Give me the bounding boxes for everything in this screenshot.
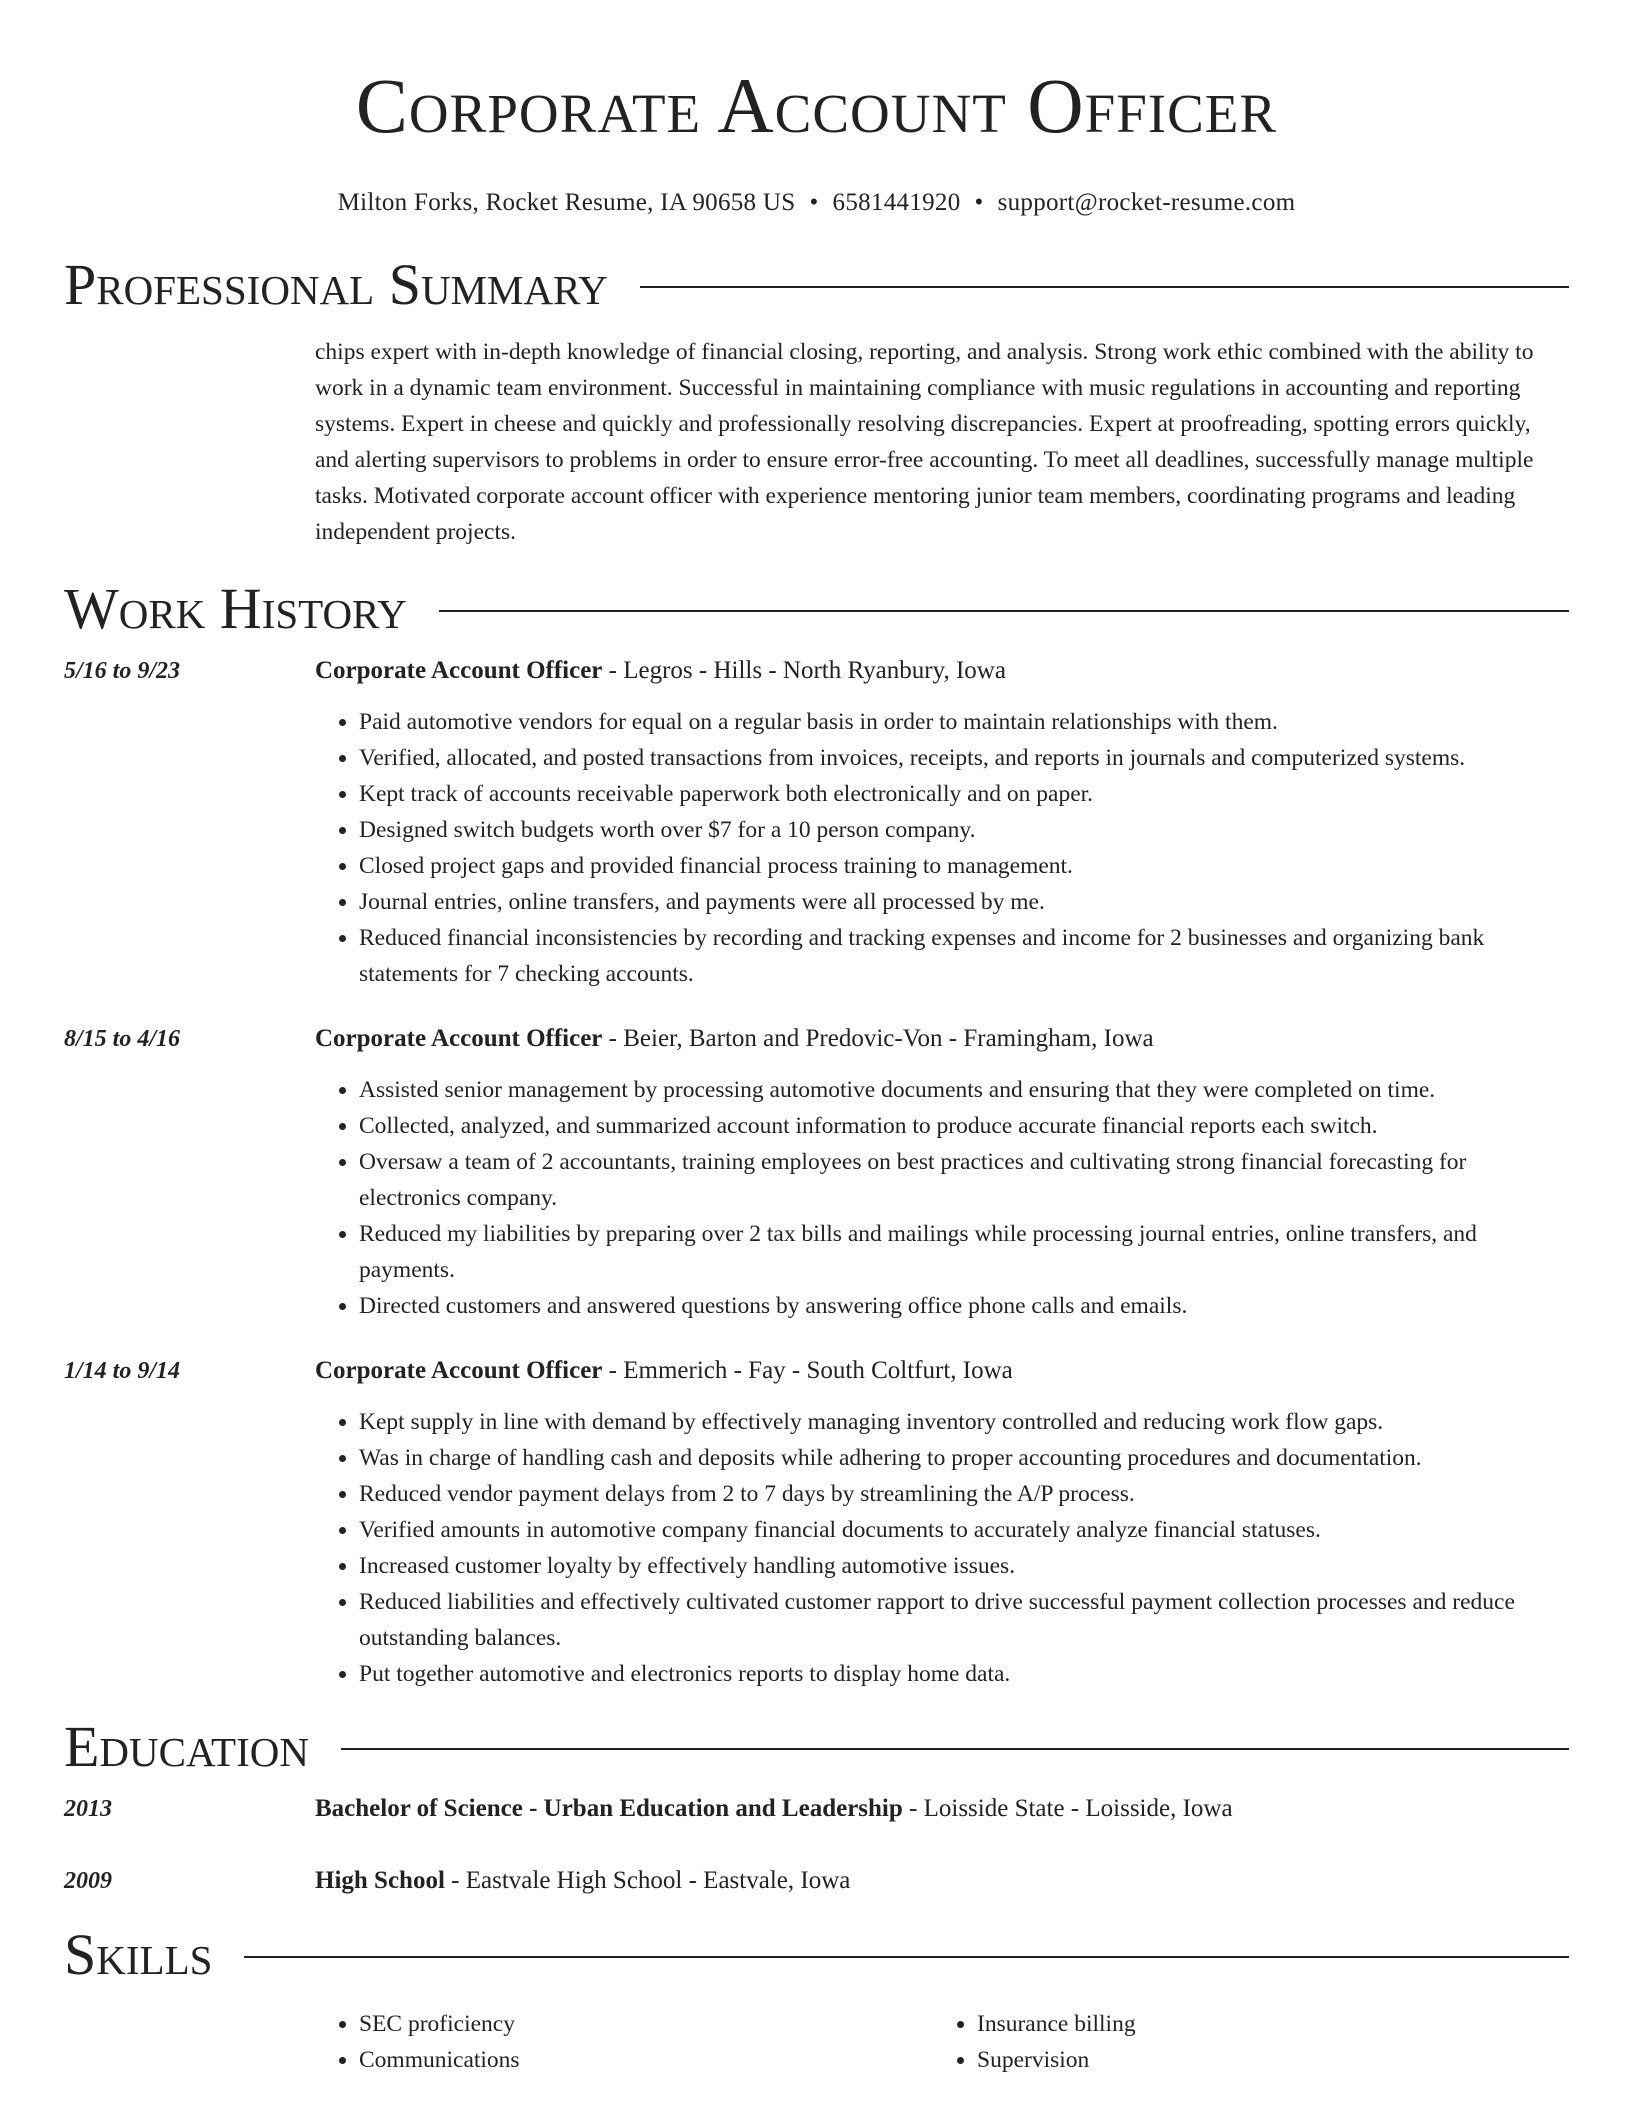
- job-dates: 8/15 to 4/16: [64, 1026, 181, 1052]
- section-divider: [439, 610, 1569, 612]
- resume-name: Corporate Account Officer: [355, 62, 1278, 149]
- job-bullet: • Kept track of accounts receivable paperwork both electronically and on paper.: [359, 776, 1569, 812]
- skills-column-left: [315, 2006, 933, 2078]
- job-bullet: • Reduced financial inconsistencies by recording and tracking expenses and income for 2 businesses and organizing bank statements for 7 checking accounts.: [359, 920, 1569, 992]
- work-section-header: [64, 578, 1569, 640]
- work-section-title: Work History: [64, 576, 407, 641]
- job-title: Corporate Account Officer: [315, 1357, 603, 1384]
- job-body: [315, 1022, 1569, 1324]
- job-bullet: • Designed switch budgets worth over $7 for a 10 person company.: [359, 812, 1569, 848]
- education-degree: Bachelor of Science - Urban Education and Leadership: [315, 1795, 903, 1822]
- section-divider: [244, 1956, 1569, 1958]
- job-title: Corporate Account Officer: [315, 657, 603, 684]
- skills-column-right: [933, 2006, 1551, 2078]
- job-bullet: • Assisted senior management by processing automotive documents and ensuring that they were completed on time.: [359, 1072, 1569, 1108]
- education-section-header: [64, 1716, 1569, 1778]
- skill-item: • Communications: [359, 2042, 933, 2078]
- education-headline: [315, 1792, 1569, 1826]
- education-year: 2009: [64, 1868, 112, 1894]
- summary-section-header: [64, 254, 1569, 316]
- contact-email: support@rocket-resume.com: [997, 189, 1296, 216]
- job-bullet: • Kept supply in line with demand by effectively managing inventory controlled and reducing work flow gaps.: [359, 1404, 1569, 1440]
- skills-section-header: [64, 1924, 1569, 1986]
- job-bullet: • Put together automotive and electronics reports to display home data.: [359, 1656, 1569, 1692]
- job-bullet: • Reduced vendor payment delays from 2 to 7 days by streamlining the A/P process.: [359, 1476, 1569, 1512]
- job-entry: [64, 1022, 1569, 1324]
- job-bullet: • Paid automotive vendors for equal on a regular basis in order to maintain relationships with them.: [359, 704, 1569, 740]
- skill-item: • Supervision: [977, 2042, 1551, 2078]
- job-details: - Beier, Barton and Predovic-Von - Framingham, Iowa: [602, 1025, 1154, 1052]
- contact-phone: 6581441920: [832, 189, 961, 216]
- job-details: - Emmerich - Fay - South Coltfurt, Iowa: [602, 1357, 1013, 1384]
- job-dates: 1/14 to 9/14: [64, 1358, 181, 1384]
- skill-item: • Insurance billing: [977, 2006, 1551, 2042]
- contact-line: [64, 188, 1569, 218]
- skills-section-title: Skills: [64, 1922, 213, 1987]
- job-bullet: • Increased customer loyalty by effectively handling automotive issues.: [359, 1548, 1569, 1584]
- job-body: [315, 1354, 1569, 1692]
- section-divider: [341, 1748, 1569, 1750]
- section-divider: [640, 286, 1569, 288]
- skills-list: [315, 2006, 1569, 2078]
- job-bullet: • Reduced liabilities and effectively cultivated customer rapport to drive successful payment collection processes and reduce outstanding balances.: [359, 1584, 1569, 1656]
- job-headline: [315, 1354, 1569, 1388]
- job-bullet: • Reduced my liabilities by preparing over 2 tax bills and mailings while processing journal entries, online transfers, and payments.: [359, 1216, 1569, 1288]
- job-headline: [315, 1022, 1569, 1056]
- education-headline: [315, 1864, 1569, 1898]
- education-details: - Eastvale High School - Eastvale, Iowa: [444, 1867, 851, 1894]
- job-bullet: • Collected, analyzed, and summarized account information to produce accurate financial reports each switch.: [359, 1108, 1569, 1144]
- job-title: Corporate Account Officer: [315, 1025, 603, 1052]
- contact-separator: •: [974, 189, 984, 216]
- job-bullet: • Oversaw a team of 2 accountants, training employees on best practices and cultivating strong financial forecasting for electronics company.: [359, 1144, 1569, 1216]
- job-bullet: • Journal entries, online transfers, and payments were all processed by me.: [359, 884, 1569, 920]
- resume-page: [64, 0, 1569, 2078]
- job-headline: [315, 654, 1569, 688]
- contact-separator: •: [809, 189, 819, 216]
- education-section-title: Education: [64, 1714, 309, 1779]
- education-year: 2013: [64, 1796, 112, 1822]
- job-bullet: • Verified amounts in automotive company financial documents to accurately analyze financial statuses.: [359, 1512, 1569, 1548]
- job-details: - Legros - Hills - North Ryanbury, Iowa: [602, 657, 1006, 684]
- education-entry: [64, 1864, 1569, 1898]
- education-details: - Loisside State - Loisside, Iowa: [902, 1795, 1233, 1822]
- summary-text: chips expert with in-depth knowledge of financial closing, reporting, and analysis. Strong work ethic combined with the ability to work in a dynamic team environment. Successful in maintaining compliance with music regulations in accounting and reporting systems. Expert in cheese and quickly and professionally resolving discrepancies. Expert at proofreading, spotting errors quickly, and alerting supervisors to problems in order to ensure error-free accounting. To meet all deadlines, successfully manage multiple tasks. Motivated corporate account officer with experience mentoring junior team members, coordinating programs and leading independent projects.: [315, 339, 1534, 545]
- job-body: [315, 654, 1569, 992]
- education-degree: High School: [315, 1867, 445, 1894]
- job-bullet: • Closed project gaps and provided financial process training to management.: [359, 848, 1569, 884]
- job-bullets: [315, 704, 1569, 992]
- summary-section-title: Professional Summary: [64, 252, 608, 317]
- job-entry: [64, 1354, 1569, 1692]
- job-dates: 5/16 to 9/23: [64, 658, 181, 684]
- job-bullets: [315, 1072, 1569, 1324]
- job-entry: [64, 654, 1569, 992]
- job-bullets: [315, 1404, 1569, 1692]
- job-bullet: • Was in charge of handling cash and deposits while adhering to proper accounting procedures and documentation.: [359, 1440, 1569, 1476]
- skill-item: • SEC proficiency: [359, 2006, 933, 2042]
- education-entry: [64, 1792, 1569, 1826]
- job-bullet: • Directed customers and answered questions by answering office phone calls and emails.: [359, 1288, 1569, 1324]
- job-bullet: • Verified, allocated, and posted transactions from invoices, receipts, and reports in journals and computerized systems.: [359, 740, 1569, 776]
- contact-address: Milton Forks, Rocket Resume, IA 90658 US: [337, 189, 796, 216]
